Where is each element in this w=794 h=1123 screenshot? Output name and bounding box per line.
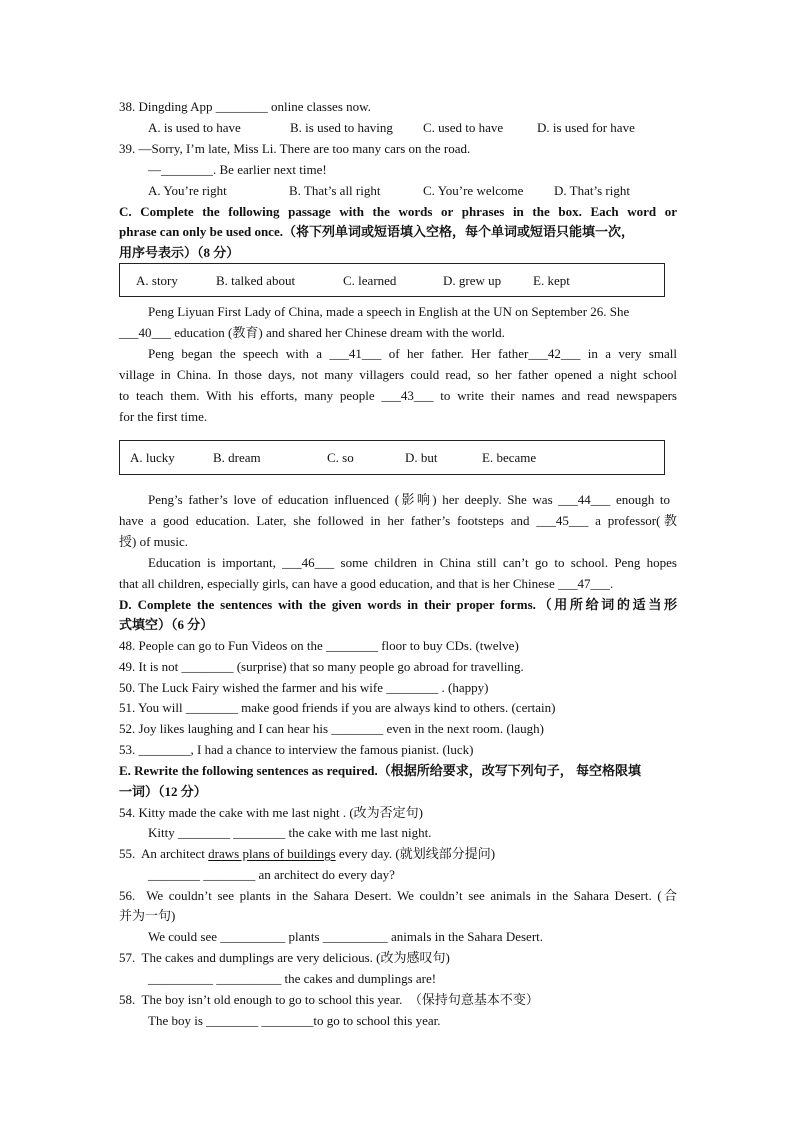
question-38-stem: 38. Dingding App ________ online classes now. [119,99,371,114]
question-39-option-d: D. That’s right [554,183,630,198]
question-49: 49. It is not ________ (surprise) that so many people go abroad for travelling. [119,659,524,674]
passage-p1-line-1: Peng Liyuan First Lady of China, made a speech in English at the UN on September 26. She [148,304,630,319]
question-54: 54. Kitty made the cake with me last night . (改为否定句) [119,805,423,820]
answer-55: ________ ________ an architect do every day? [148,867,395,882]
question-53: 53. ________, I had a chance to interview the famous pianist. (luck) [119,742,474,757]
word-box-1-option-b: B. talked about [216,273,296,288]
passage-p2-line-3: to teach them. With his efforts, many people ___43___ to write their names and read newspapers [119,388,677,403]
answer-58: The boy is ________ ________to go to school this year. [148,1013,441,1028]
word-box-2-option-a: A. lucky [130,450,175,465]
question-58: 58. The boy isn’t old enough to go to school this year. （保持句意基本不变） [119,992,539,1007]
question-55-suffix: every day. (就划线部分提问) [335,846,496,861]
word-box-2-option-e: E. became [482,450,537,465]
question-51: 51. You will ________ make good friends if you are always kind to others. (certain) [119,700,556,715]
section-c-heading-line-1: C. Complete the following passage with the words or phrases in the box. Each word or [119,204,677,219]
passage-p3-line-2: have a good education. Later, she followed in her father’s footsteps and ___45___ a professor(教 [119,513,677,528]
question-48: 48. People can go to Fun Videos on the ________ floor to buy CDs. (twelve) [119,638,519,653]
passage-p1-line-2: ___40___ education (教育) and shared her Chinese dream with the world. [119,325,505,340]
passage-p3-line-3: 授) of music. [119,534,188,549]
question-50: 50. The Luck Fairy wished the farmer and his wife ________ . (happy) [119,680,489,695]
question-39-option-a: A. You’re right [148,183,227,198]
question-39-reply: —________. Be earlier next time! [148,162,327,177]
question-38-option-c: C. used to have [423,120,504,135]
question-39-option-c: C. You’re welcome [423,183,524,198]
word-box-2-option-d: D. but [405,450,438,465]
passage-p4-line-1: Education is important, ___46___ some children in China still can’t go to school. Peng hopes [148,555,677,570]
question-56-line-2: 并为一句) [119,908,176,923]
word-box-2 [119,440,665,475]
answer-57: __________ __________ the cakes and dumplings are! [148,971,437,986]
question-38-option-d: D. is used for have [537,120,635,135]
section-d-heading-line-1: D. Complete the sentences with the given words in their proper forms.（用所给词的适当形 [119,597,677,612]
word-box-1-option-c: C. learned [343,273,397,288]
passage-p2-line-1: Peng began the speech with a ___41___ of her father. Her father___42___ in a very small [148,346,677,361]
question-56-line-1: 56. We couldn’t see plants in the Sahara Desert. We couldn’t see animals in the Sahara Desert. (合 [119,888,677,903]
section-d-heading-line-2: 式填空）（6 分） [119,617,214,632]
word-box-2-option-c: C. so [327,450,354,465]
answer-56: We could see __________ plants __________ animals in the Sahara Desert. [148,929,544,944]
word-box-1 [119,263,665,297]
passage-p4-line-2: that all children, especially girls, can have a good education, and that is her Chinese ___47___. [119,576,614,591]
passage-p2-line-2: village in China. In those days, not many villagers could read, so her father opened a night school [119,367,677,382]
question-52: 52. Joy likes laughing and I can hear his ________ even in the next room. (laugh) [119,721,544,736]
question-55-prefix: 55. An architect [119,846,209,861]
question-39-option-b: B. That’s all right [289,183,381,198]
question-55-underlined-part: draws plans of buildings [208,846,336,861]
passage-p3-line-1: Peng’s father’s love of education influenced (影响) her deeply. She was ___44___ enough to [148,492,670,507]
word-box-2-option-b: B. dream [213,450,261,465]
question-38-option-b: B. is used to having [290,120,393,135]
section-c-heading-line-2: phrase can only be used once.（将下列单词或短语填入空格，每个单词或短语只能填一次， [119,224,634,239]
question-55 [119,844,495,865]
question-38-option-a: A. is used to have [148,120,241,135]
question-57: 57. The cakes and dumplings are very delicious. (改为感叹句) [119,950,450,965]
section-e-heading-line-1: E. Rewrite the following sentences as required.（根据所给要求，改写下列句子， 每空格限填 [119,763,642,778]
section-e-heading-line-2: 一词）（12 分） [119,784,207,799]
word-box-1-option-e: E. kept [533,273,570,288]
passage-p2-line-4: for the first time. [119,409,208,424]
word-box-1-option-d: D. grew up [443,273,502,288]
section-c-heading-line-3: 用序号表示）（8 分） [119,245,240,260]
question-39-stem: 39. —Sorry, I’m late, Miss Li. There are too many cars on the road. [119,141,471,156]
answer-54: Kitty ________ ________ the cake with me last night. [148,825,432,840]
word-box-1-option-a: A. story [136,273,178,288]
